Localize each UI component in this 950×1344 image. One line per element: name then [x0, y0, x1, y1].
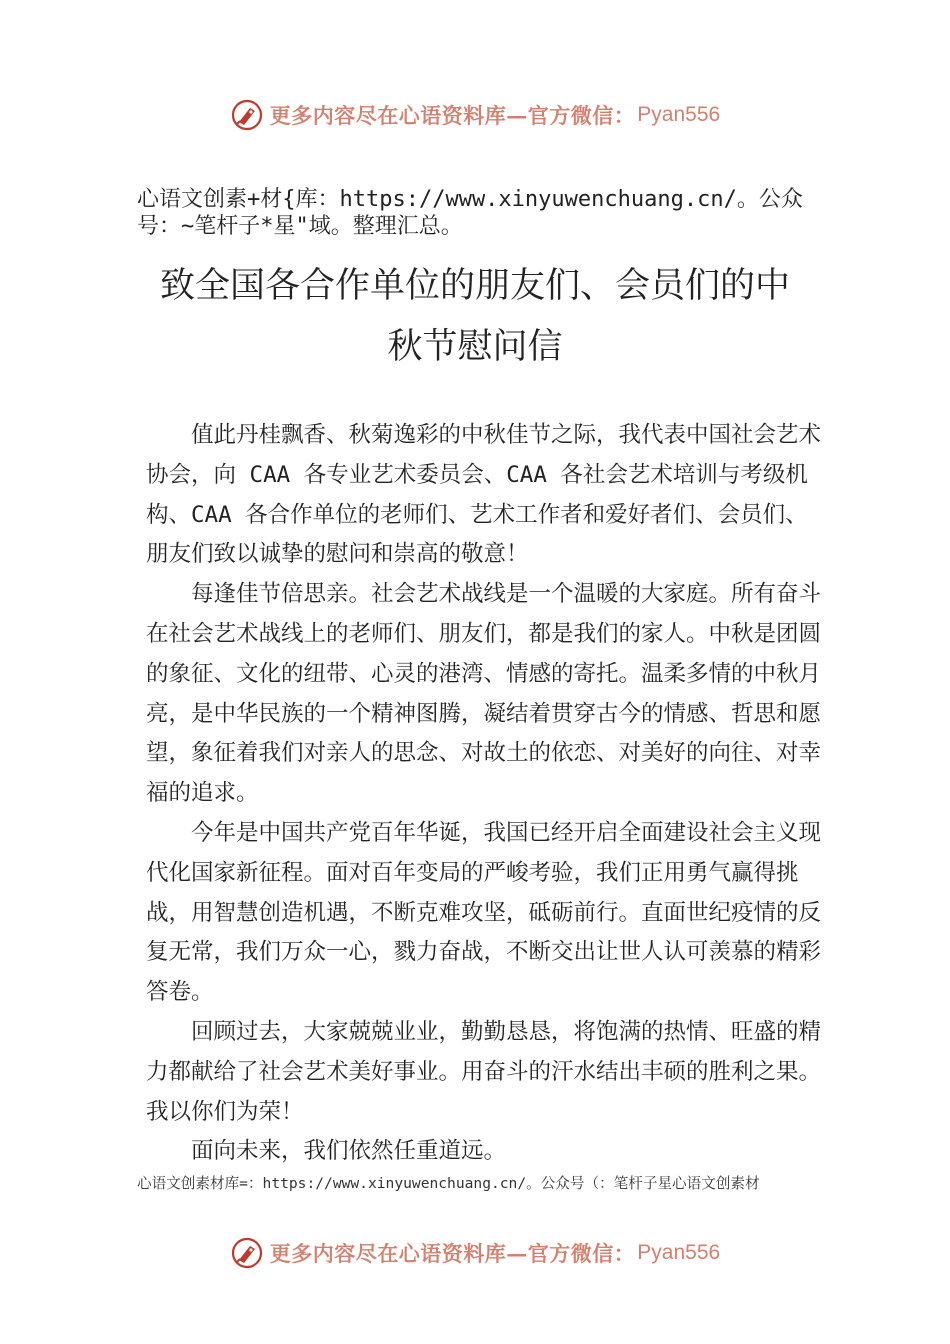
footer-note: 心语文创素材库=：https://www.xinyuwenchuang.cn/。公众号（：笔杆子星心语文创素材 [137, 1175, 760, 1192]
source-note: 心语文创素+材{库：https://www.xinyuwenchuang.cn/。公众号：~笔杆子*星"域。整理汇总。 [137, 187, 803, 239]
pen-nib-icon [230, 1236, 264, 1270]
letter-body [146, 416, 826, 1172]
title-line-1: 致全国各合作单位的朋友们、会员们的中 [159, 266, 790, 306]
document-title [100, 256, 850, 378]
banner-text: 更多内容尽在心语资料库—官方微信： [269, 1241, 636, 1266]
paragraph: 回顾过去，大家兢兢业业，勤勤恳恳，将饱满的热情、旺盛的精力都献给了社会艺术美好事业。用奋斗的汗水结出丰硕的胜利之果。我以你们为荣！ [146, 1018, 822, 1125]
paragraph: 面向未来，我们依然任重道远。 [191, 1138, 507, 1165]
title-line-2: 秋节慰问信 [387, 327, 563, 367]
banner-wechat-id: Pyan556 [637, 1241, 721, 1264]
paragraph: 值此丹桂飘香、秋菊逸彩的中秋佳节之际，我代表中国社会艺术协会，向 CAA 各专业艺术委员会、CAA 各社会艺术培训与考级机构、CAA 各合作单位的老师们、艺术工作者和爱好者们、会员们、朋友们致以诚挚的慰问和崇高的敬意！ [146, 422, 822, 568]
banner-wechat-id: Pyan556 [637, 103, 721, 126]
pen-nib-icon [230, 98, 264, 132]
banner-text: 更多内容尽在心语资料库—官方微信： [269, 103, 636, 128]
paragraph: 每逢佳节倍思亲。社会艺术战线是一个温暖的大家庭。所有奋斗在社会艺术战线上的老师们、朋友们，都是我们的家人。中秋是团圆的象征、文化的纽带、心灵的港湾、情感的寄托。温柔多情的中秋月亮，是中华民族的一个精神图腾，凝结着贯穿古今的情感、哲思和愿望，象征着我们对亲人的思念、对故土的依恋、对美好的向往、对幸福的追求。 [146, 581, 822, 807]
watermark-banner-bottom [0, 1233, 950, 1273]
paragraph: 今年是中国共产党百年华诞，我国已经开启全面建设社会主义现代化国家新征程。面对百年变局的严峻考验，我们正用勇气赢得挑战，用智慧创造机遇，不断克难攻坚，砥砺前行。直面世纪疫情的反复无常，我们万众一心，戮力奋战，不断交出让世人认可羡慕的精彩答卷。 [146, 819, 822, 1006]
watermark-banner-top [0, 95, 950, 135]
